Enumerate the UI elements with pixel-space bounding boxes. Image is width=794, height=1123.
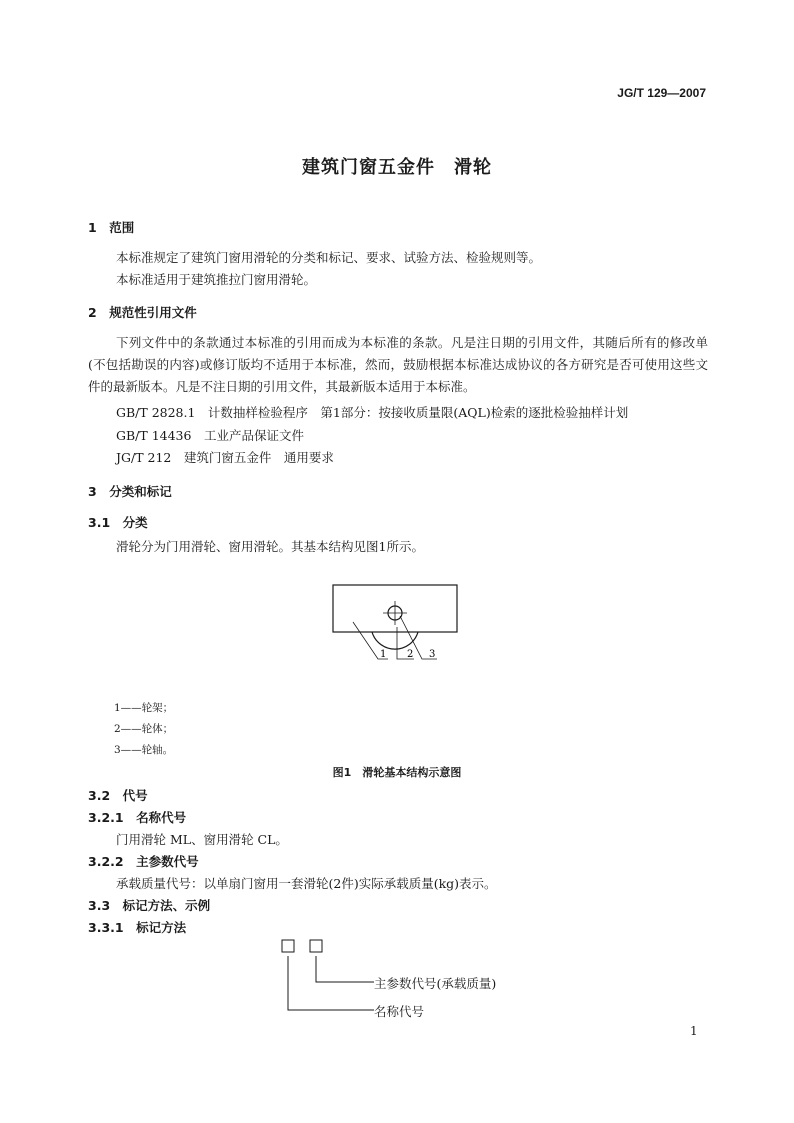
section-3-2-1-heading: 3.2.1 名称代号 [88, 810, 187, 825]
section-3-3-heading: 3.3 标记方法、示例 [88, 898, 211, 913]
standard-code: JG/T 129—2007 [617, 86, 706, 100]
reference-item: JG/T 212 建筑门窗五金件 通用要求 [116, 450, 334, 465]
callout-1: 1 [380, 649, 387, 660]
figure-legend-item: 3——轮轴。 [114, 744, 174, 756]
reference-item: GB/T 14436 工业产品保证文件 [116, 428, 304, 443]
main-param-box [310, 940, 322, 952]
figure-caption: 图1 滑轮基本结构示意图 [332, 766, 462, 779]
section-3-2-2-heading: 3.2.2 主参数代号 [88, 854, 199, 869]
section-1-paragraph-1: 本标准规定了建筑门窗用滑轮的分类和标记、要求、试验方法、检验规则等。 [116, 250, 542, 265]
section-3-1-text: 滑轮分为门用滑轮、窗用滑轮。其基本结构见图1所示。 [116, 539, 424, 554]
section-1-paragraph-2: 本标准适用于建筑推拉门窗用滑轮。 [116, 272, 317, 287]
section-2-intro: 下列文件中的条款通过本标准的引用而成为本标准的条款。凡是注日期的引用文件，其随后所有的修改单(不包括勘误的内容)或修订版均不适用于本标准，然而，鼓励根据本标准达成协议的各方研究是否可使用这些文件的最新版本。凡是不注日期的引用文件，其最新版本适用于本标准。 [88, 335, 708, 394]
name-code-label: 名称代号 [374, 1004, 425, 1019]
section-3-3-1-heading: 3.3.1 标记方法 [88, 920, 187, 935]
section-3-heading: 3 分类和标记 [88, 484, 172, 499]
main-param-leader [316, 956, 374, 982]
reference-item: GB/T 2828.1 计数抽样检验程序 第1部分：按接收质量限(AQL)检索的逐批检验抽样计划 [116, 405, 629, 420]
section-3-2-1-text: 门用滑轮 ML、窗用滑轮 CL。 [116, 832, 288, 847]
name-code-leader [288, 956, 374, 1010]
section-3-2-2-text: 承载质量代号：以单扇门窗用一套滑轮(2件)实际承载质量(kg)表示。 [116, 876, 497, 891]
page-number: 1 [690, 1024, 698, 1038]
wheel-body [372, 632, 418, 649]
callout-2: 2 [407, 649, 414, 660]
figure-legend-item: 1——轮架； [114, 702, 174, 714]
marking-method-diagram [278, 936, 378, 1020]
main-param-label: 主参数代号(承载质量) [374, 976, 497, 991]
section-2-heading: 2 规范性引用文件 [88, 305, 197, 320]
section-3-2-heading: 3.2 代号 [88, 788, 148, 803]
name-code-box [282, 940, 294, 952]
document-title: 建筑门窗五金件 滑轮 [302, 157, 492, 178]
callout-3: 3 [429, 649, 436, 660]
figure-legend-item: 2——轮体； [114, 723, 174, 735]
section-1-heading: 1 范围 [88, 220, 135, 235]
pulley-structure-figure [320, 580, 480, 675]
section-3-1-heading: 3.1 分类 [88, 515, 148, 530]
